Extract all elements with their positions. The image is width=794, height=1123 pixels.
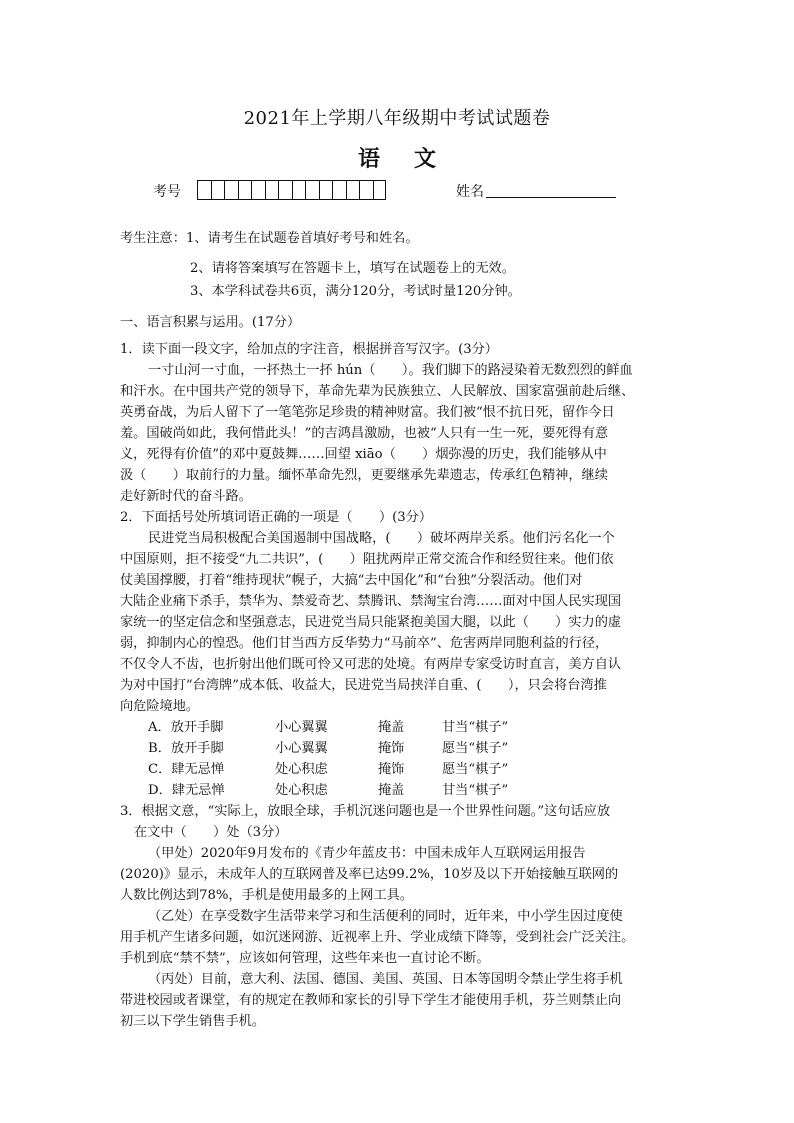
option-cell: C．肆无忌惮 [148,762,225,777]
option-cell: 处心积虑 [275,762,328,777]
name-underline [486,197,616,198]
passage-line: 向危险境地。 [120,699,200,714]
digit-box [251,180,265,200]
exam-title: 2021年上学期八年级期中考试试题卷 [243,108,551,129]
passage-line: 不仅令人不齿，也折射出他们既可怜又可悲的处境。有两岸专家受访时直言，美方自认 [120,657,622,672]
passage-line: 初三以下学生销售手机。 [120,1014,266,1029]
option-cell: 甘当“棋子” [442,720,509,735]
digit-box [265,180,279,200]
passage-line: 弱，抑制内心的惶恐。他们甘当西方反华势力“马前卒”、危害两岸同胞利益的行径， [120,636,609,651]
note-item: 2、请将答案填写在答题卡上，填写在试题卷上的无效。 [190,261,515,276]
digit-box [305,180,319,200]
option-cell: 处心积虑 [275,783,328,798]
passage-line: 英勇奋战，为后人留下了一笔笔弥足珍贵的精神财富。我们被“恨不抗日死，留作今日 [120,405,615,420]
passage-line: 仗美国撑腰，打着“维持现状”幌子，大搞“去中国化”和“台独”分裂活动。他们对 [120,573,583,588]
option-cell: 小心翼翼 [275,720,328,735]
digit-box [332,180,346,200]
digit-box [211,180,225,200]
passage-line: （丙处）目前，意大利、法国、德国、美国、英国、日本等国明令禁止学生将手机 [148,972,623,987]
passage-line: 一寸山河一寸血，一抔热土一抔 hún（ ）。我们脚下的路浸染着无数烈烈的鲜血 [148,363,633,378]
passage-line: （乙处）在享受数字生活带来学习和生活便利的同时，近年来，中小学生因过度使 [148,909,623,924]
passage-line: 家统一的坚定信念和坚强意志，民进党当局只能紧抱美国大腿，以此（ ）实力的虚 [120,615,622,630]
notes-label: 考生注意： [120,231,186,246]
passage-line: 用手机产生诸多问题，如沉迷网游、近视率上升、学业成绩下降等，受到社会广泛关注。 [120,930,635,945]
passage-line: 民进党当局积极配合美国遏制中国战略，( ）破坏两岸关系。他们污名化一个 [148,531,615,546]
passage-line: 手机到底“禁不禁”，应该如何管理，这些年来也一直讨论不断。 [120,951,490,966]
digit-box [359,180,373,200]
option-cell: 甘当“棋子” [442,783,509,798]
option-cell: 掩盖 [378,720,405,735]
subject-title: 语文 [357,146,470,172]
note-item: 1、请考生在试题卷首填好考号和姓名。 [185,231,419,246]
question-stem: 3．根据文意，“实际上，放眼全球，手机沉迷问题也是一个世界性问题。”这句话应放 [120,804,611,819]
digit-box [292,180,306,200]
option-cell: 愿当“棋子” [442,762,509,777]
question-stem: 1．读下面一段文字，给加点的字注音，根据拼音写汉字。(3分） [120,342,498,357]
passage-line: 中国原则，拒不接受“九二共识”，( ）阻扰两岸正常交流合作和经贸往来。他们依 [120,552,614,567]
option-cell: 掩饰 [378,762,405,777]
note-item: 3、本学科试卷共6页，满分120分，考试时量120分钟。 [190,284,521,299]
passage-line: 大陆企业痛下杀手，禁华为、禁爱奇艺、禁腾讯、禁淘宝台湾……面对中国人民实现国 [120,594,622,609]
passage-line: 人数比例达到78%，手机是使用最多的上网工具。 [120,888,414,903]
passage-line: 走好新时代的奋斗路。 [120,489,252,504]
exam-number-label: 考号 [153,184,181,200]
option-cell: D．肆无忌惮 [148,783,225,798]
section-heading: 一、语言积累与运用。(17分） [120,315,301,330]
exam-number-boxes [197,180,386,200]
question-stem-cont: 在文中（ ）处（3分） [134,825,288,840]
digit-box [319,180,333,200]
passage-line: 带进校园或者课堂，有的规定在教师和家长的引导下学生才能使用手机，芬兰则禁止向 [120,993,622,1008]
passage-line: (2020)》显示，未成年人的互联网普及率已达99.2%，10岁及以下开始接触互联网的 [120,867,619,882]
option-cell: A．放开手脚 [148,720,224,735]
passage-line: 义，死得有价值”的邓中夏鼓舞……回望 xiāo（ ）烟弥漫的历史，我们能够从中 [120,447,607,462]
passage-line: 汲（ ）取前行的力量。缅怀革命先烈，更要继承先辈遗志，传承红色精神，继续 [120,468,608,483]
digit-box [197,180,211,200]
option-cell: 愿当“棋子” [442,741,509,756]
passage-line: 和汗水。在中国共产党的领导下，革命先辈为民族独立、人民解放、国家富强前赴后继、 [120,384,635,399]
question-stem: 2．下面括号处所填词语正确的一项是（ ）(3分） [120,510,433,525]
digit-box [373,180,387,200]
digit-box [238,180,252,200]
passage-line: （甲处）2020年9月发布的《青少年蓝皮书：中国未成年人互联网运用报告 [148,846,586,861]
digit-box [278,180,292,200]
digit-box [346,180,360,200]
option-cell: 掩饰 [378,741,405,756]
name-label: 姓名 [456,184,484,200]
notes-first-line [120,228,419,249]
option-cell: 掩盖 [378,783,405,798]
option-cell: 小心翼翼 [275,741,328,756]
passage-line: 羞。国破尚如此，我何惜此头！”的吉鸿昌激励，也被“人只有一生一死，要死得有意 [120,426,609,441]
option-cell: B．放开手脚 [148,741,224,756]
passage-line: 为对中国打“台湾牌”成本低、收益大，民进党当局挟洋自重、( ），只会将台湾推 [120,678,607,693]
digit-box [224,180,238,200]
